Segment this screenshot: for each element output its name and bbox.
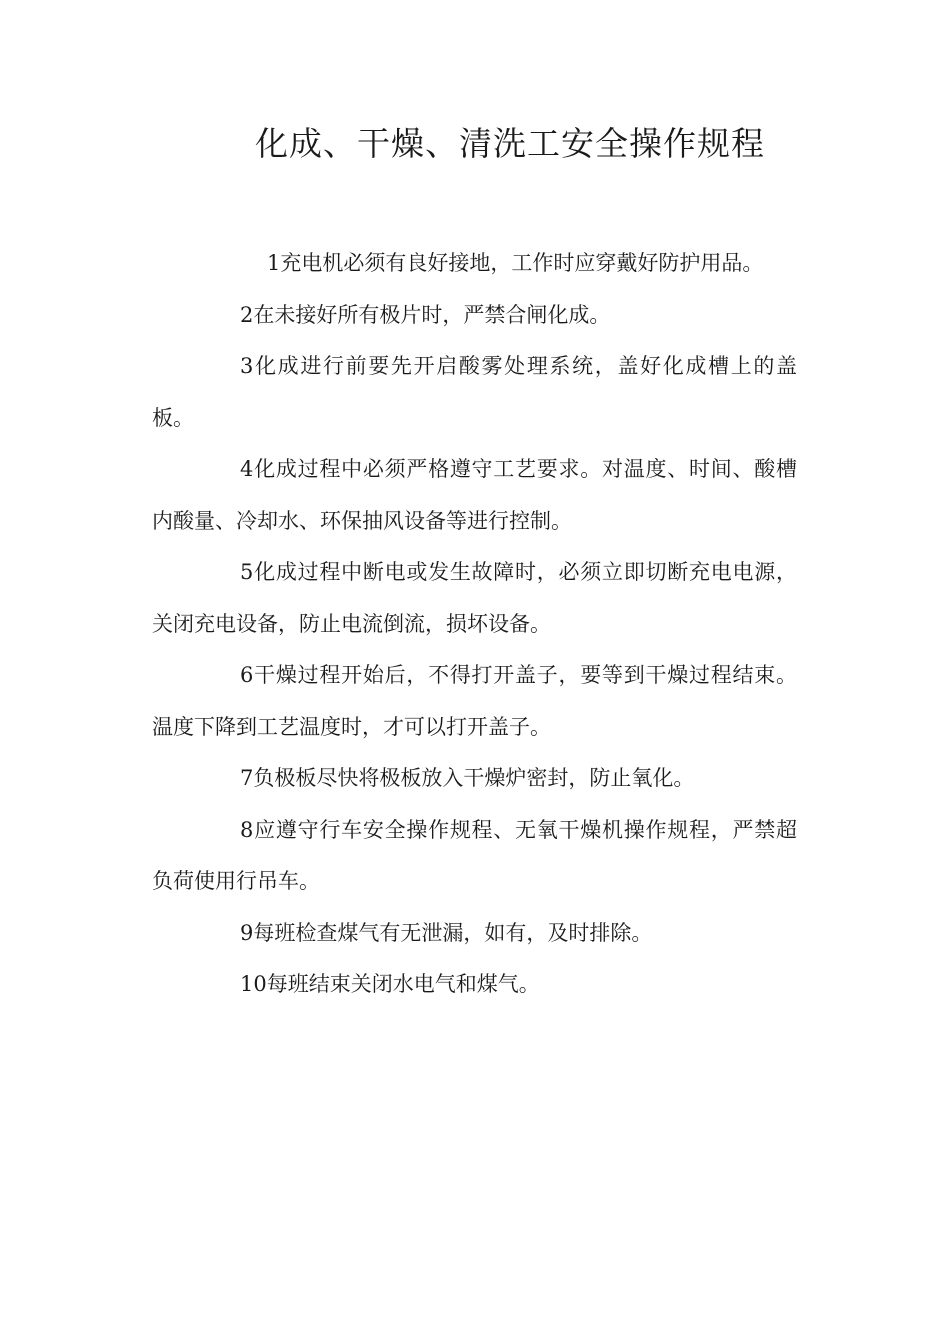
document-body (152, 238, 797, 1011)
rule-paragraph-9: 9每班检查煤气有无泄漏，如有，及时排除。 (240, 920, 653, 945)
rule-paragraph-3: 3化成进行前要先开启酸雾处理系统，盖好化成槽上的盖板。 (152, 354, 797, 430)
rule-paragraph-8: 8应遵守行车安全操作规程、无氧干燥机操作规程，严禁超负荷使用行吊车。 (152, 817, 797, 893)
document-title: 化成、干燥、清洗工安全操作规程 (255, 124, 765, 163)
rule-paragraph-4: 4化成过程中必须严格遵守工艺要求。对温度、时间、酸槽内酸量、冷却水、环保抽风设备等进行控制。 (152, 457, 797, 533)
rule-paragraph-5: 5化成过程中断电或发生故障时，必须立即切断充电电源，关闭充电设备，防止电流倒流，损坏设备。 (152, 560, 797, 636)
rule-paragraph-2: 2在未接好所有极片时，严禁合闸化成。 (240, 302, 611, 327)
rule-paragraph-6: 6干燥过程开始后，不得打开盖子，要等到干燥过程结束。温度下降到工艺温度时，才可以打开盖子。 (152, 663, 797, 739)
rule-paragraph-7: 7负极板尽快将极板放入干燥炉密封，防止氧化。 (240, 766, 695, 790)
rule-paragraph-1: 1充电机必须有良好接地，工作时应穿戴好防护用品。 (267, 251, 764, 275)
rule-paragraph-10: 10每班结束关闭水电气和煤气。 (240, 972, 540, 996)
